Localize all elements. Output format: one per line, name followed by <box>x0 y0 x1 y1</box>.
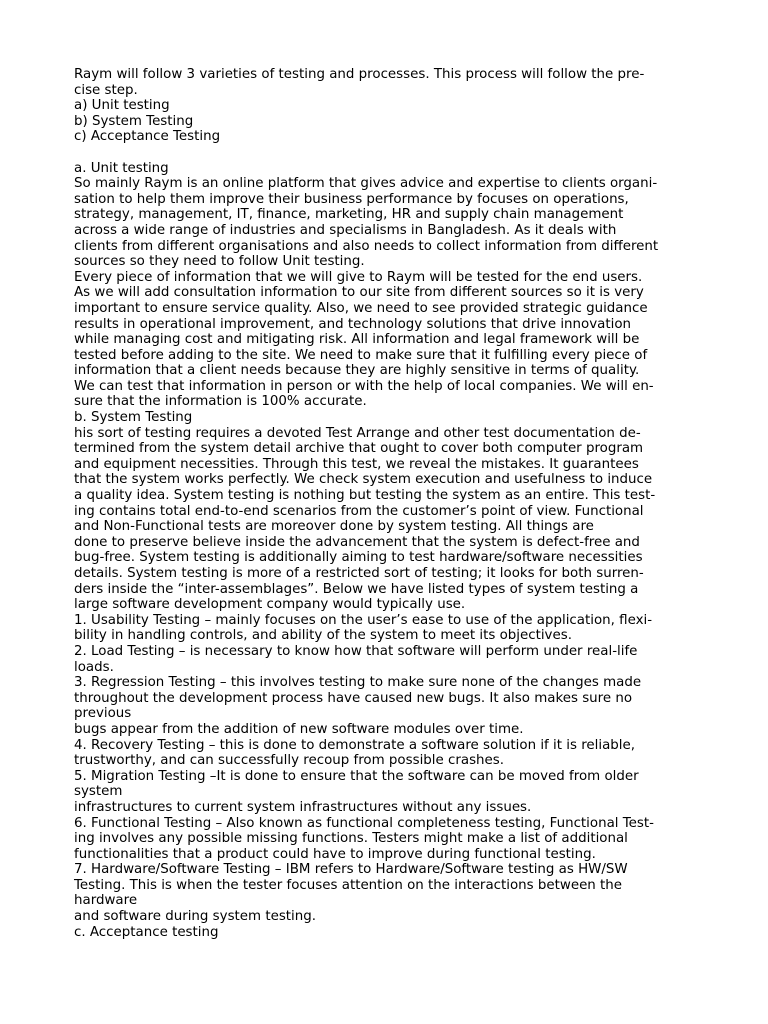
section-heading-system-testing: b. System Testing <box>74 410 193 426</box>
section-heading-unit-testing: a. Unit testing <box>74 160 169 176</box>
numbered-item: bility in handling controls, and ability of the system to meet its objectives. <box>74 628 572 644</box>
body-line: information that a client needs because they are highly sensitive in terms of quality. <box>74 363 640 379</box>
body-line: We can test that information in person or with the help of local companies. We will en- <box>74 378 654 394</box>
body-line: bug-free. System testing is additionally aiming to test hardware/software necessities <box>74 550 643 566</box>
body-line: across a wide range of industries and specialisms in Bangladesh. As it deals with <box>74 222 617 238</box>
body-line: and Non-Functional tests are moreover done by system testing. All things are <box>74 519 594 535</box>
numbered-item: trustworthy, and can successfully recoup from possible crashes. <box>74 753 505 769</box>
numbered-item: bugs appear from the addition of new software modules over time. <box>74 721 524 737</box>
body-line: results in operational improvement, and technology solutions that drive innovation <box>74 316 631 332</box>
numbered-item: and software during system testing. <box>74 909 317 925</box>
numbered-item: 6. Functional Testing – Also known as functional completeness testing, Functional Test- <box>74 815 654 831</box>
numbered-item: previous <box>74 706 132 722</box>
numbered-item: hardware <box>74 893 138 909</box>
body-line: his sort of testing requires a devoted Test Arrange and other test documentation de- <box>74 425 641 441</box>
body-line: clients from different organisations and also needs to collect information from different <box>74 238 659 254</box>
body-line: and equipment necessities. Through this test, we reveal the mistakes. It guarantees <box>74 456 639 472</box>
numbered-item: functionalities that a product could have to improve during functional testing. <box>74 846 596 862</box>
numbered-item: infrastructures to current system infrastructures without any issues. <box>74 799 532 815</box>
section-heading-acceptance-testing: c. Acceptance testing <box>74 924 219 940</box>
numbered-item: Testing. This is when the tester focuses attention on the interactions between the <box>74 877 623 893</box>
body-line: ing contains total end-to-end scenarios from the customer’s point of view. Functional <box>74 503 644 519</box>
body-line: strategy, management, IT, finance, marketing, HR and supply chain management <box>74 207 624 223</box>
intro-line: cise step. <box>74 82 138 98</box>
numbered-item: 2. Load Testing – is necessary to know how that software will perform under real-life <box>74 643 638 659</box>
body-line: tested before adding to the site. We need to make sure that it fulfilling every piece of <box>74 347 648 363</box>
body-line: details. System testing is more of a restricted sort of testing; it looks for both surren- <box>74 566 644 581</box>
body-line: a quality idea. System testing is nothing but testing the system as an entire. This test- <box>74 488 656 504</box>
body-line: large software development company would typically use. <box>74 597 466 613</box>
numbered-item: ing involves any possible missing functions. Testers might make a list of additional <box>74 831 628 847</box>
numbered-item: 7. Hardware/Software Testing – IBM refers to Hardware/Software testing as HW/SW <box>74 862 628 878</box>
body-line: ders inside the “inter-assemblages”. Below we have listed types of system testing a <box>74 581 639 597</box>
list-item: a) Unit testing <box>74 98 170 114</box>
body-line: So mainly Raym is an online platform that gives advice and expertise to clients organi- <box>74 176 658 192</box>
body-line: important to ensure service quality. Also, we need to see provided strategic guidance <box>74 300 648 316</box>
body-line: done to preserve believe inside the advancement that the system is defect-free and <box>74 534 640 550</box>
list-item: c) Acceptance Testing <box>74 129 221 145</box>
numbered-item: 5. Migration Testing –It is done to ensure that the software can be moved from older <box>74 768 639 784</box>
blank-line <box>74 145 714 161</box>
body-line: As we will add consultation information to our site from different sources so it is very <box>74 285 644 301</box>
body-line: sources so they need to follow Unit testing. <box>74 254 365 270</box>
document-page <box>74 67 714 940</box>
numbered-item: loads. <box>74 659 114 675</box>
body-line: Every piece of information that we will give to Raym will be tested for the end users. <box>74 269 643 285</box>
numbered-item: 4. Recovery Testing – this is done to demonstrate a software solution if it is reliable, <box>74 737 636 753</box>
numbered-item: throughout the development process have caused new bugs. It also makes sure no <box>74 690 633 706</box>
list-item: b) System Testing <box>74 113 194 129</box>
body-line: that the system works perfectly. We check system execution and usefulness to induce <box>74 472 653 488</box>
numbered-item: 3. Regression Testing – this involves testing to make sure none of the changes made <box>74 675 642 691</box>
body-line: sation to help them improve their business performance by focuses on operations, <box>74 191 629 207</box>
intro-line: Raym will follow 3 varieties of testing and processes. This process will follow the pre- <box>74 67 645 82</box>
body-line: while managing cost and mitigating risk. All information and legal framework will be <box>74 332 640 348</box>
body-line: sure that the information is 100% accurate. <box>74 394 367 410</box>
numbered-item: 1. Usability Testing – mainly focuses on the user’s ease to use of the application, flexi- <box>74 612 653 628</box>
body-line: termined from the system detail archive that ought to cover both computer program <box>74 441 644 457</box>
numbered-item: system <box>74 784 123 800</box>
